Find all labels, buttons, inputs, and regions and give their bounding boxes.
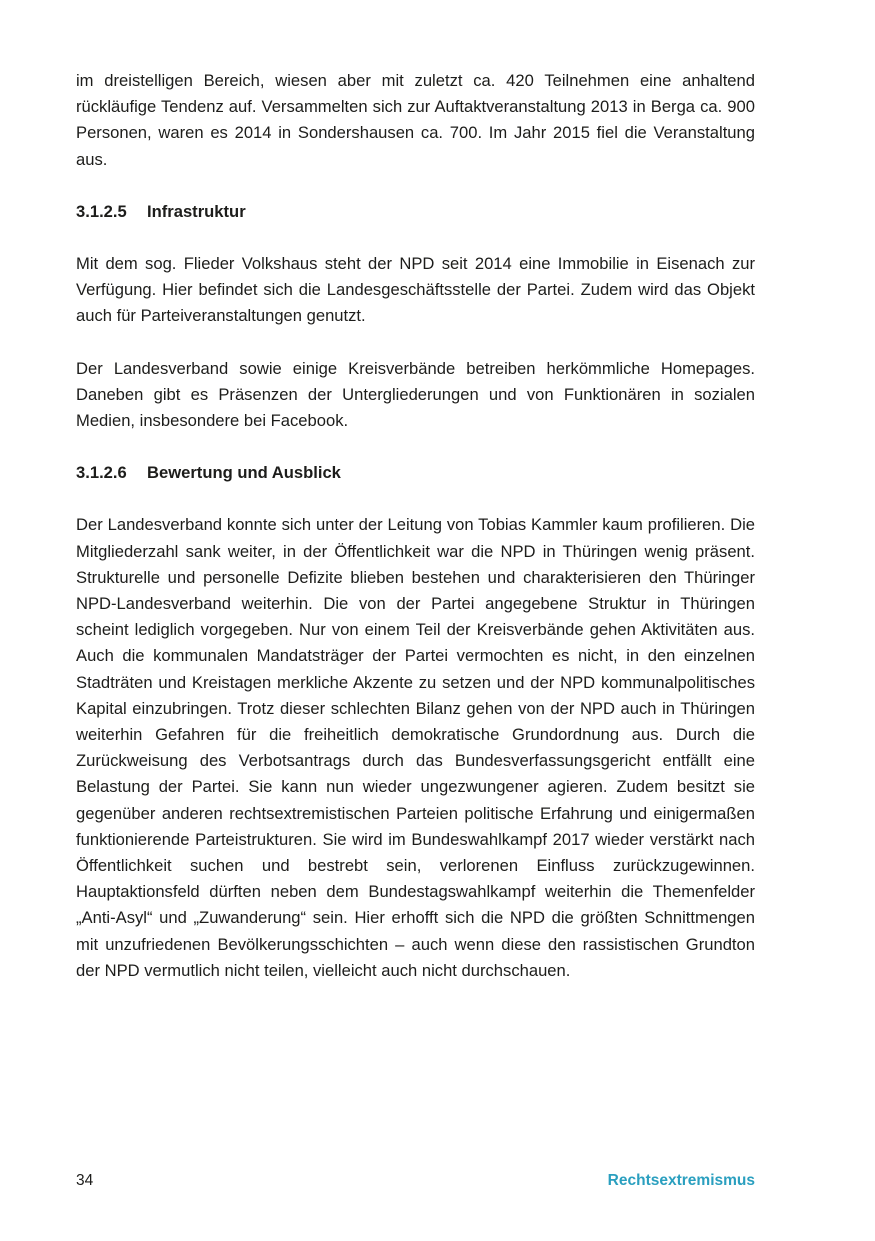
section-number: 3.1.2.5 — [76, 201, 127, 221]
running-title: Rechtsextremismus — [607, 1172, 755, 1189]
bewertung-paragraph: Der Landesverband konnte sich unter der Leitung von Tobias Kammler kaum profilieren. Die Mitgliederzahl sank weiter, in der Öffentlichkeit war die NPD in Thüringen wenig präsent. Strukturelle und personelle Defizite blieben bestehen und charakterisieren den Thüringer NPD-Landesverband weiterhin. Die von der Partei angegebene Struktur in Thüringen scheint lediglich vorgegeben. Nur von einem Teil der Kreisverbände gehen Aktivitäten aus. Auch die kommunalen Mandatsträger der Partei vermochten es nicht, in den einzelnen Stadträten und Kreistagen merkliche Akzente zu setzen und der NPD kommunalpolitisches Kapital einzubringen. Trotz dieser schlechten Bilanz gehen von der NPD auch in Thüringen weiterhin Gefahren für die freiheitlich demokratische Grundordnung aus. Durch die Zurückweisung des Verbotsantrags durch das Bundesverfassungsgericht entfällt eine Belastung der Partei. Sie kann nun wieder ungezwungener agieren. Zudem besitzt sie gegenüber anderen rechtsextremistischen Parteien politische Erfahrung und einigermaßen funktionierende Parteistrukturen. Sie wird im Bundeswahlkampf 2017 wieder verstärkt nach Öffentlichkeit suchen und bestrebt sein, verlorenen Einfluss zurückzugewinnen. Hauptaktionsfeld dürften neben dem Bundestagswahlkampf weiterhin die Themenfelder „Anti-Asyl“ und „Zuwanderung“ sein. Hier erhofft sich die NPD die größten Schnittmengen mit unzufriedenen Bevölkerungsschichten – auch wenn diese den rassistischen Grundton der NPD vermutlich nicht teilen, vielleicht auch nicht durchschauen. — [76, 515, 755, 980]
section-title: Infrastruktur — [147, 201, 246, 221]
infrastruktur-paragraph-1: Mit dem sog. Flieder Volkshaus steht der NPD seit 2014 eine Immobilie in Eisenach zur Verfügung. Hier befindet sich die Landesgeschäftsstelle der Partei. Zudem wird das Objekt auch für Parteiveranstaltungen genutzt. — [76, 254, 755, 326]
intro-paragraph: im dreistelligen Bereich, wiesen aber mit zuletzt ca. 420 Teilnehmen eine anhaltend rückläufige Tendenz auf. Versammelten sich zur Auftaktveranstaltung 2013 in Berga ca. 900 Personen, waren es 2014 in Sondershausen ca. 700. Im Jahr 2015 fiel die Veranstaltung aus. — [76, 71, 755, 169]
page-footer — [76, 1172, 755, 1194]
section-heading-infrastruktur — [76, 199, 755, 225]
section-number: 3.1.2.6 — [76, 463, 127, 483]
section-title: Bewertung und Ausblick — [147, 463, 341, 483]
page-body — [76, 68, 755, 984]
section-heading-bewertung — [76, 460, 755, 486]
page-number: 34 — [76, 1172, 94, 1189]
infrastruktur-paragraph-2: Der Landesverband sowie einige Kreisverbände betreiben herkömmliche Homepages. Daneben gibt es Präsenzen der Untergliederungen und von Funktionären in sozialen Medien, insbesondere bei Facebook. — [76, 358, 755, 431]
